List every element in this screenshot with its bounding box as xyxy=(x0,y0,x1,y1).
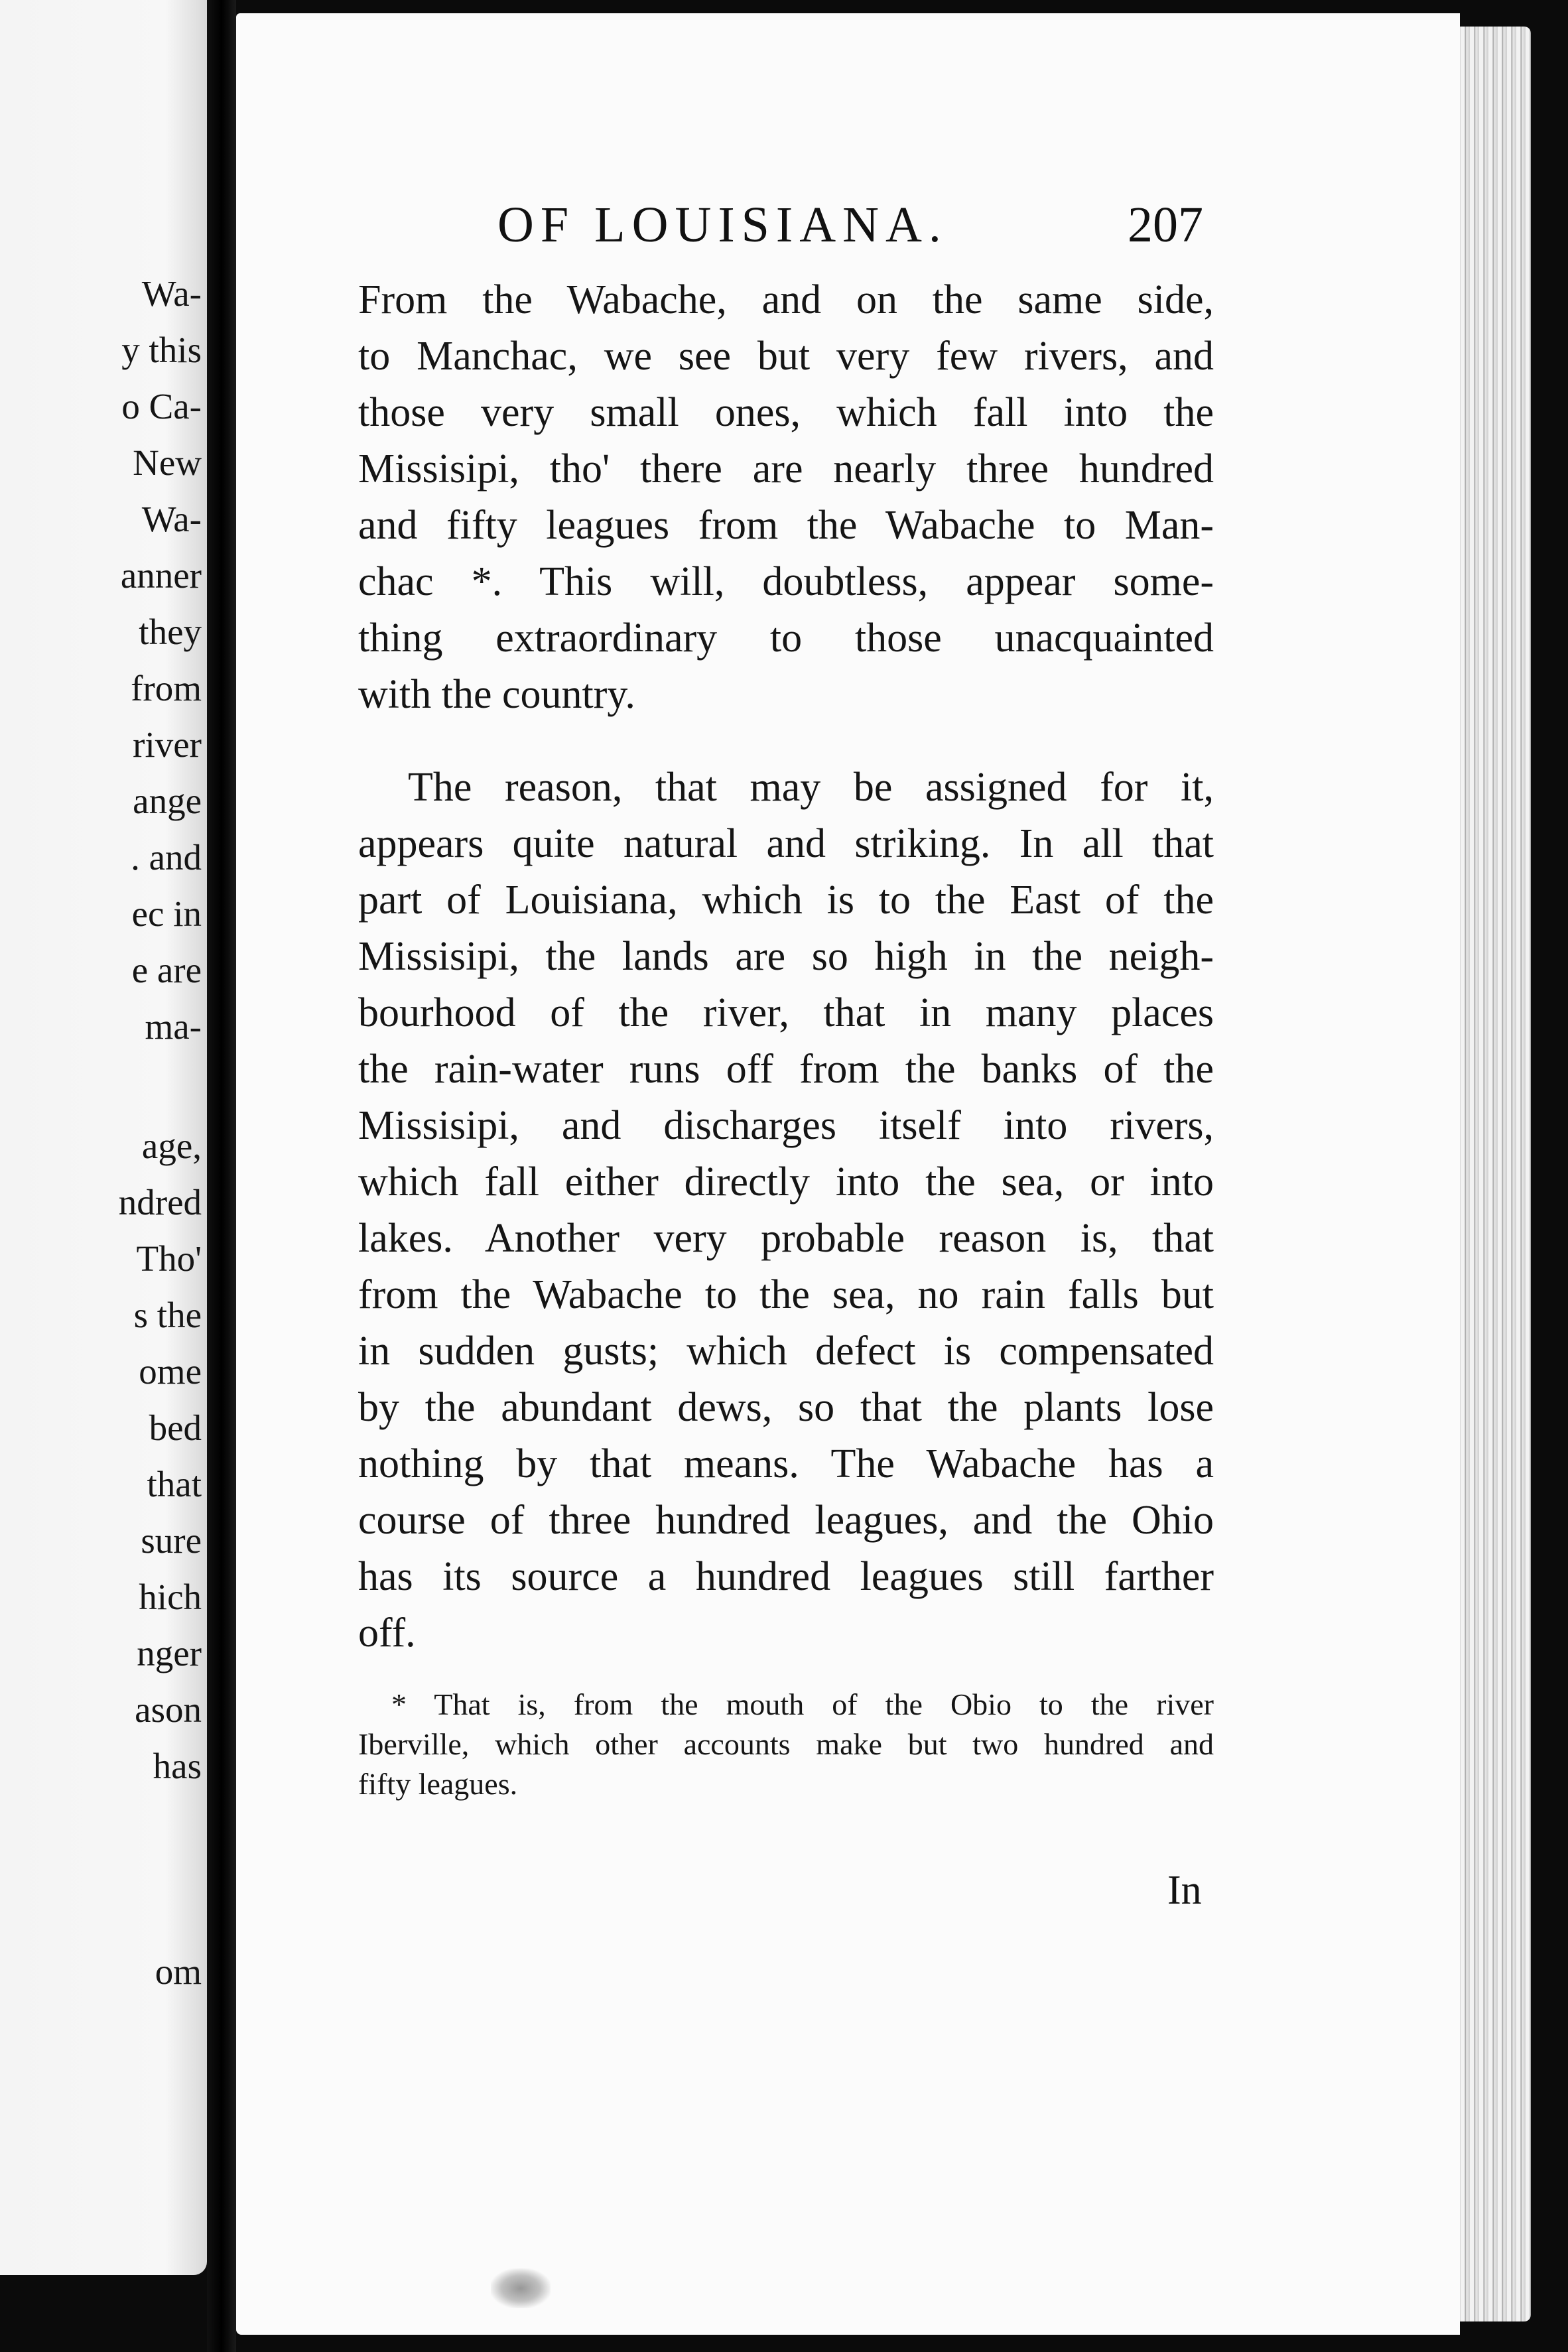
facing-page-fragment: sure xyxy=(141,1520,202,1561)
facing-page-fragment: has xyxy=(153,1746,202,1786)
facing-page-fragment: that xyxy=(147,1464,202,1504)
facing-page-fragment: Wa- xyxy=(141,499,202,539)
facing-page-fragment: y this xyxy=(121,330,202,370)
facing-page-fragment: age, xyxy=(141,1126,202,1166)
text-line: course of three hundred leagues, and the Ohio xyxy=(358,1498,1214,1543)
text-line: appears quite natural and striking. In all that xyxy=(358,821,1214,866)
text-line: part of Louisiana, which is to the East of the xyxy=(358,878,1214,923)
page-number: 207 xyxy=(1128,197,1203,253)
facing-page-fragment: e are xyxy=(131,950,202,990)
footnote xyxy=(358,1685,1214,1804)
paragraph-2 xyxy=(358,759,1214,1662)
facing-page-fragment: New xyxy=(133,442,202,483)
facing-page-fragment: om xyxy=(155,1951,202,1992)
text-line: nothing by that means. The Wabache has a xyxy=(358,1441,1214,1486)
facing-page-fragment: ndred xyxy=(118,1182,202,1222)
text-line: and fifty leagues from the Wabache to Man- xyxy=(358,503,1214,548)
text-line: thing extraordinary to those unacquainted xyxy=(358,616,1214,661)
facing-page-fragment: ma- xyxy=(145,1006,202,1047)
text-line: the rain-water runs off from the banks of the xyxy=(358,1047,1214,1092)
library-stamp xyxy=(491,2268,551,2308)
facing-page-fragment: ange xyxy=(133,781,202,821)
facing-page-fragment: nger xyxy=(137,1633,202,1673)
text-line: to Manchac, we see but very few rivers, and xyxy=(358,334,1214,379)
facing-page-fragment: bed xyxy=(149,1407,202,1448)
book-gutter xyxy=(207,0,236,2352)
footnote-line: * That is, from the mouth of the Obio to the river xyxy=(391,1687,1214,1721)
facing-page-fragment: o Ca- xyxy=(121,386,202,426)
text-line: Missisipi, the lands are so high in the neigh- xyxy=(358,934,1214,979)
page-edges xyxy=(1451,27,1531,2321)
text-line: The reason, that may be assigned for it, xyxy=(408,765,1214,810)
running-title: OF LOUISIANA. xyxy=(497,197,948,253)
facing-page-fragment: Tho' xyxy=(136,1238,202,1279)
text-line: From the Wabache, and on the same side, xyxy=(358,277,1214,322)
facing-page-fragment: . and xyxy=(131,837,202,878)
text-line: those very small ones, which fall into the xyxy=(358,390,1214,435)
text-line: Missisipi, and discharges itself into rivers, xyxy=(358,1103,1214,1148)
facing-page-fragment: ome xyxy=(139,1351,202,1392)
facing-page-fragment: ason xyxy=(135,1689,202,1730)
facing-page-fragment: anner xyxy=(120,555,202,596)
footnote-line: Iberville, which other accounts make but two hundred and xyxy=(358,1727,1214,1761)
facing-page-fragment: ec in xyxy=(131,893,202,934)
facing-page-fragment: they xyxy=(139,612,202,652)
text-line: in sudden gusts; which defect is compensated xyxy=(358,1329,1214,1374)
text-line: lakes. Another very probable reason is, that xyxy=(358,1216,1214,1261)
facing-page-fragment: hich xyxy=(139,1577,202,1617)
catchword: In xyxy=(1167,1868,1202,1913)
text-line: has its source a hundred leagues still farther xyxy=(358,1554,1214,1599)
facing-page-fragment: s the xyxy=(133,1295,202,1335)
facing-page-left xyxy=(0,0,207,2275)
facing-page-fragment: river xyxy=(133,724,202,765)
text-line: bourhood of the river, that in many places xyxy=(358,990,1214,1035)
facing-page-fragment: Wa- xyxy=(141,273,202,314)
footnote-line: fifty leagues. xyxy=(358,1767,518,1801)
text-line: which fall either directly into the sea, or into xyxy=(358,1159,1214,1205)
text-line: off. xyxy=(358,1610,416,1656)
paragraph-1 xyxy=(358,272,1214,723)
facing-page-fragment: from xyxy=(131,668,202,708)
text-line: from the Wabache to the sea, no rain falls but xyxy=(358,1272,1214,1317)
text-line: Missisipi, tho' there are nearly three hundred xyxy=(358,446,1214,491)
text-line: with the country. xyxy=(358,672,635,717)
text-line: by the abundant dews, so that the plants lose xyxy=(358,1385,1214,1430)
text-line: chac *. This will, doubtless, appear some- xyxy=(358,559,1214,604)
